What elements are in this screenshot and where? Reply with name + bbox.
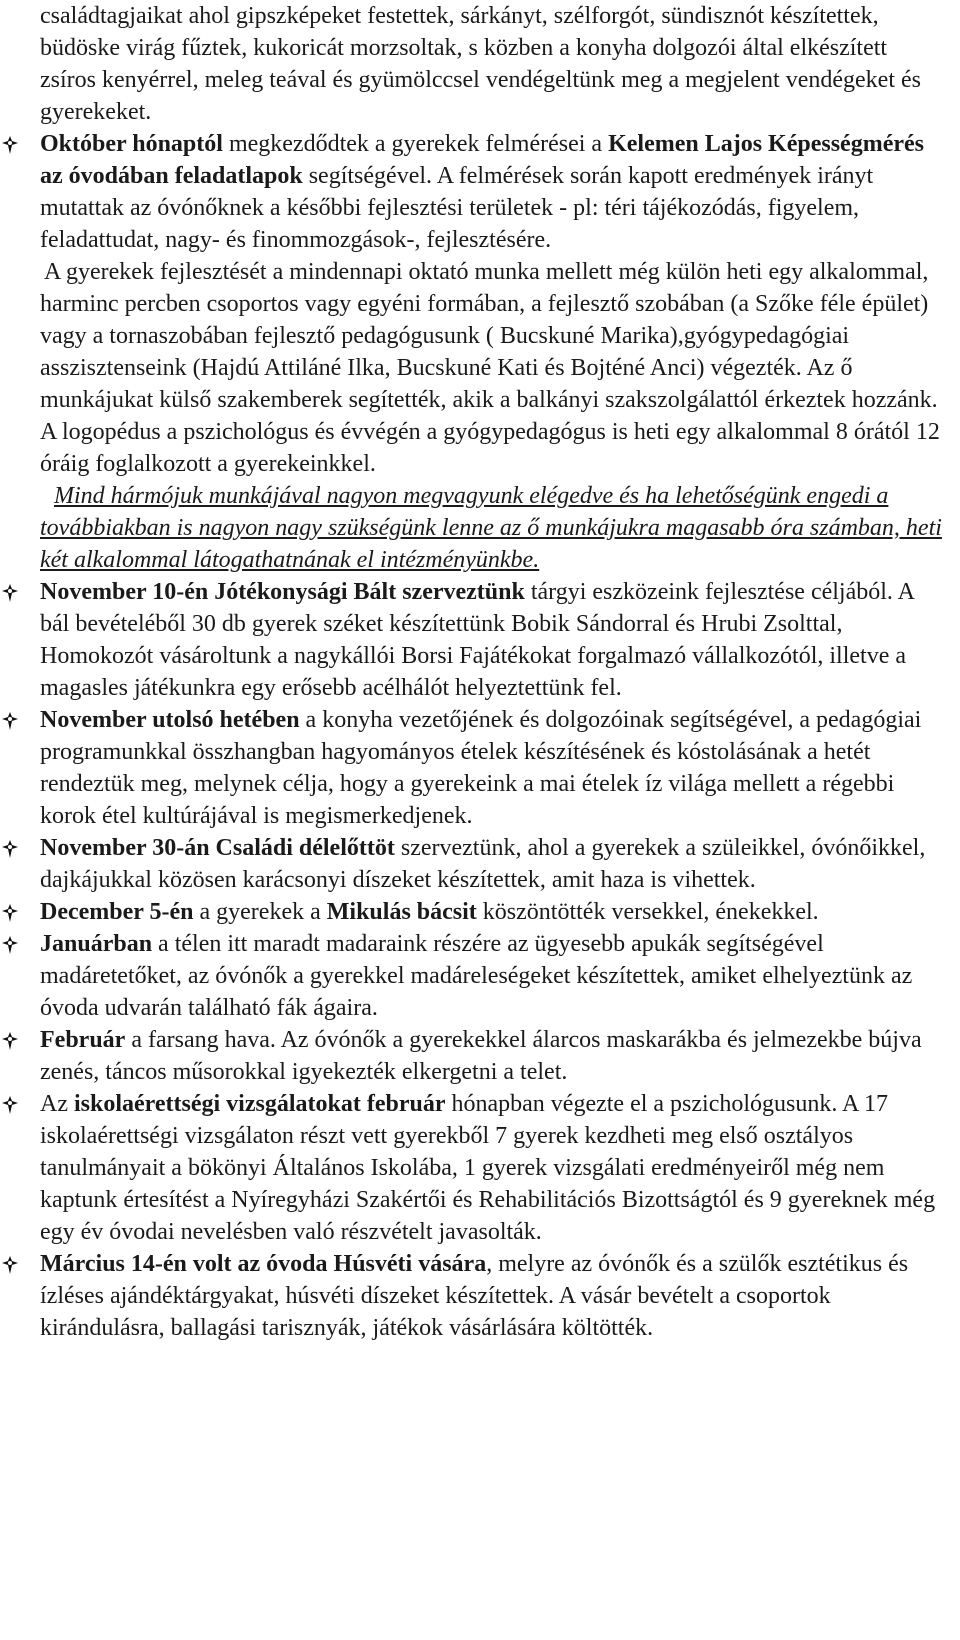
oktober-bold-2: Kelemen Lajos Képességmérés az óvodában feladatlapok	[40, 131, 924, 189]
februar-bold: Február	[40, 1027, 126, 1053]
iskola-text-0: Az	[40, 1091, 74, 1117]
diamond-star-icon	[0, 1031, 20, 1051]
december5-text-1: a gyerekek a	[193, 899, 327, 925]
bullet-marcius	[40, 1248, 942, 1344]
fejlesztes-paragraph: A gyerekek fejlesztését a mindennapi oktató munka mellett még külön heti egy alkalommal, harminc percben csoportos vagy egyéni formában, a fejlesztő szobában (a Szőke féle épület) vagy a tornaszobában fejlesztő pedagógusunk ( Bucskuné Marika),gyógypedagógiai asszisztenseink (Hajdú Attiláné Ilka, Bucskuné Kati és Bojténé Anci) végezték. Az ő munkájukat külső szakemberek segítették, akik a balkányi szakszolgálattól érkeztek hozzánk. A logopédus a pszichológus és évvégén a gyógypedagógus is heti egy alkalommal 8 órától 12 óráig foglalkozott a gyerekeinkkel.	[40, 259, 940, 477]
marcius-text: , melyre az óvónők és a szülők esztétikus és ízléses ajándéktárgyakat, húsvéti díszeket készítettek. A vásár bevételt a csoportok kirándulásra, ballagási tarisznyák, játékok vásárlására költötték.	[40, 1251, 909, 1341]
bullet-oktober	[40, 128, 942, 256]
december5-bold-2: Mikulás bácsit	[326, 899, 477, 925]
november-utolso-text: a konyha vezetőjének és dolgozóinak segítségével, a pedagógiai programunkkal összhangban hagyományos ételek készítésének és kóstolásának a hetét rendeztük meg, melynek célja, hogy a gyerekeink a mai ételek íz világa mellett a régebbi korok étel kultúrájával is megismerkedjenek.	[40, 707, 922, 829]
bullet-november-utolso	[40, 704, 942, 832]
oktober-text-2: segítségével. A felmérések során kapott eredmények irányt mutattak az óvónőknek a későbbi fejlesztési területek - pl: téri tájékozódás, figyelem, feladattudat, nagy- és finommozgások-, fejlesztésére.	[40, 163, 874, 253]
elegedett-paragraph: Mind hármójuk munkájával nagyon megvagyunk elégedve és ha lehetőségünk engedi a továbbiakban is nagyon nagy szükségünk lenne az ő munkájukra magasabb óra számban, heti két alkalommal látogathatnának el intézményünkbe.	[40, 483, 942, 573]
januar-text: a télen itt maradt madaraink részére az ügyesebb apukák segítségével madáretetőket, az óvónők a gyerekkel madáreleségeket készítettek, amiket elhelyeztünk az óvoda udvarán található fák ágaira.	[40, 931, 913, 1021]
bullet-december5	[40, 896, 942, 928]
bullet-februar	[40, 1024, 942, 1088]
november-utolso-bold: November utolsó hetében	[40, 707, 300, 733]
december5-bold-1: December 5-én	[40, 899, 194, 925]
bullet-november10	[40, 576, 942, 704]
iskola-bold: iskolaérettségi vizsgálatokat február	[73, 1091, 446, 1117]
marcius-bold: Március 14-én volt az óvoda Húsvéti vására	[40, 1251, 487, 1277]
diamond-star-icon	[0, 135, 20, 155]
oktober-bold-1: Október hónaptól	[40, 131, 223, 157]
bullet-iskola	[40, 1088, 942, 1248]
diamond-star-icon	[0, 1095, 20, 1115]
februar-text: a farsang hava. Az óvónők a gyerekekkel álarcos maskarákba és jelmezekbe bújva zenés, táncos műsorokkal igyekezték elkergetni a telet.	[40, 1027, 922, 1085]
diamond-star-icon	[0, 935, 20, 955]
november30-text: szerveztünk, ahol a gyerekek a szüleikkel, óvónőikkel, dajkájukkal közösen karácsonyi díszeket készítettek, amit haza is vihettek.	[40, 835, 926, 893]
oktober-text-1: megkezdődtek a gyerekek felmérései a	[222, 131, 609, 157]
december5-text-2: köszöntötték versekkel, énekekkel.	[476, 899, 819, 925]
diamond-star-icon	[0, 903, 20, 923]
diamond-star-icon	[0, 711, 20, 731]
november10-text: tárgyi eszközeink fejlesztése céljából. A bál bevételéből 30 db gyerek széket készítettünk Bobik Sándorral és Hrubi Zsolttal, Homokozót vásároltunk a nagykállói Borsi Fajátékokat forgalmazó vállalkozótól, illetve a magasles játékunkra egy erősebb acélhálót helyeztettünk fel.	[40, 579, 914, 701]
bullet-november30	[40, 832, 942, 896]
diamond-star-icon	[0, 839, 20, 859]
diamond-star-icon	[0, 583, 20, 603]
november30-bold: November 30-án Családi délelőttöt	[40, 835, 395, 861]
iskola-text-1: hónapban végezte el a pszichológusunk. A 17 iskolaérettségi vizsgálaton részt vett gyerekből 7 gyerek kezdheti meg első osztályos tanulmányait a bökönyi Általános Iskolába, 1 gyerek vizsgálati eredményeiről még nem kaptunk értesítést a Nyíregyházi Szakértői és Rehabilitációs Bizottságtól és 9 gyereknek még egy év óvodai nevelésben való részvételt javasolták.	[40, 1091, 936, 1245]
bullet-januar	[40, 928, 942, 1024]
november10-bold: November 10-én Jótékonysági Bált szerveztünk	[40, 579, 525, 605]
intro-paragraph: családtagjaikat ahol gipszképeket festettek, sárkányt, szélforgót, sündisznót készítettek, büdöske virág fűztek, kukoricát morzsoltak, s közben a konyha dolgozói által elkészített zsíros kenyérrel, meleg teával és gyümölccsel vendégeltünk meg a megjelent vendégeket és gyerekeket.	[40, 3, 921, 125]
januar-bold: Januárban	[40, 931, 153, 957]
diamond-star-icon	[0, 1255, 20, 1275]
